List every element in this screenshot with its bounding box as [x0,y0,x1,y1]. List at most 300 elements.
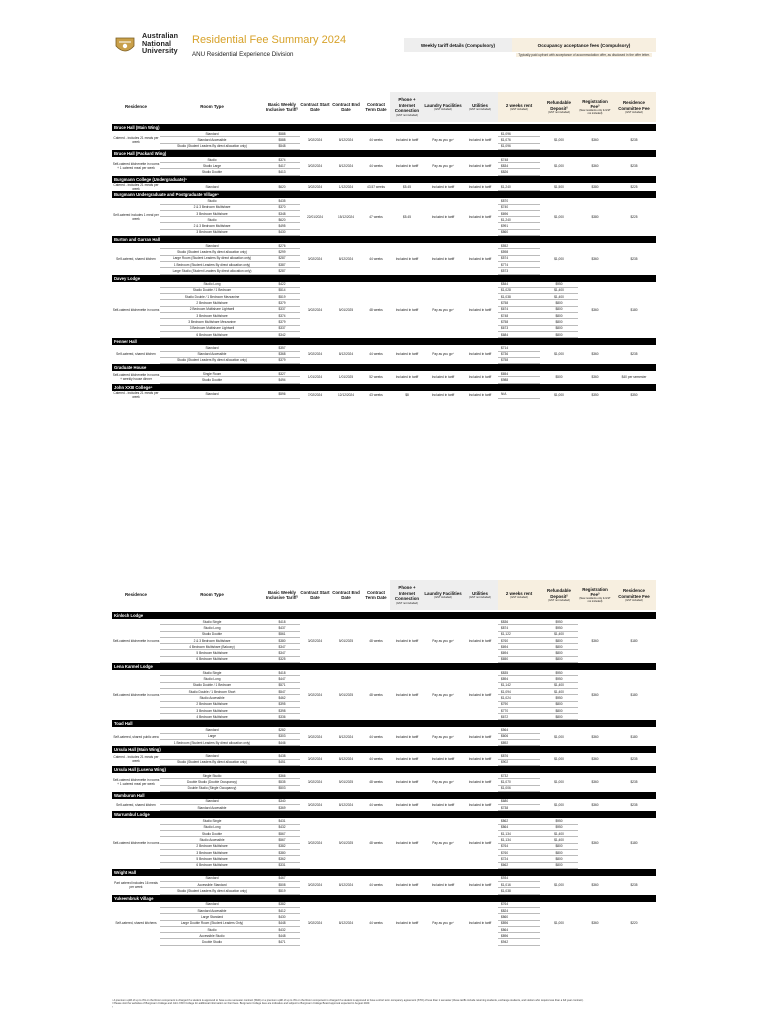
utilities: Included in tariff [468,882,492,887]
university-name-line1: Australian [142,31,179,40]
weekly-tariff: $448 [264,920,300,926]
weekly-tariff: $438 [264,753,300,759]
contract-end-date: 8/12/2024 [338,734,354,739]
two-weeks-rent: $1,240 [498,183,540,191]
room-type: Standard Accessible [160,805,264,811]
residence-meal-plan: Self-catered kitchenette in rooms + weekly house dinner [112,373,160,382]
room-type: 6 Bedroom Multishare [160,331,264,337]
fee-summary-page-1 [112,30,656,399]
column-header-label: Room Type [200,592,224,598]
residence-fee-table [112,371,656,384]
column-header-label: Phone + Internet Connection [394,97,420,114]
footnote-1: ¹ A premium uplift of up to 3% on the Room component is charged if a student is approved to have a one semester contract (SM2) or a premium uplift of up to 3% on the Room component is charged if a student is approved to have a short term occupancy agreement (STO) of less than 1 semester (these tariffs include returning students, exchange students, and visitors who require less than a full year contract). [112,999,584,1002]
phone-internet: $5.45 [403,214,411,219]
two-weeks-rent: $650 [498,656,540,662]
weekly-tariff: $379 [264,319,300,325]
utilities: Included in tariff [468,392,492,397]
weekly-tariff: $446 [264,740,300,746]
residence-committee-fee: $235 [630,352,638,357]
residence-meal-plan: Part catered includes 16 meals per week [114,880,158,889]
weekly-tariff: $448 [264,933,300,939]
two-weeks-rent: $864 [498,926,540,932]
weekly-tariff: $418 [264,619,300,625]
utilities: Included in tariff [468,638,492,643]
weekly-tariff: $435 [264,198,300,204]
room-type: Studio (Student Leaders By direct allocation only) [160,759,264,765]
column-header-utilities [462,92,498,122]
phone-internet: Included in tariff [395,841,419,846]
room-type: Studio (Student Leaders By direct allocation only) [160,888,264,894]
room-type: Large Studio (Student Leaders By direct allocation only) [160,268,264,274]
laundry-facilities: Pay as you go⁴ [432,841,454,846]
room-type: 1 Bedroom (Student Leaders By direct allocation only) [160,261,264,267]
residence-committee-fee: $180 [630,693,638,698]
two-weeks-rent: $836 [498,619,540,625]
registration-fee: $360 [591,256,599,261]
anu-crest-icon [114,34,136,56]
registration-fee: $360 [591,138,599,143]
weekly-tariff: $571 [264,682,300,688]
room-type: Studio [160,217,264,223]
room-type: Large Standard [160,914,264,920]
two-weeks-rent: $860 [498,914,540,920]
registration-fee: $380 [591,214,599,219]
two-weeks-rent: $674 [498,306,540,312]
refundable-deposit: $1,000 [554,256,564,261]
column-header-basic-weekly [264,92,300,122]
weekly-tariff: $370 [264,204,300,210]
contract-term: 44 weeks [369,802,383,807]
room-type: Studio [160,926,264,932]
residence-section-header: Ursula Hall (Lusena Wing) [112,766,656,773]
two-weeks-rent: $764 [498,843,540,849]
refundable-deposit: $800 [540,862,578,868]
weekly-tariff: $387 [264,261,300,267]
room-type: 6 Bedroom Multishare [160,862,264,868]
refundable-deposit: $950 [540,818,578,824]
column-header-deposit [540,580,578,610]
weekly-tariff: $432 [264,926,300,932]
two-weeks-rent: $790 [498,701,540,707]
contract-start-date: 3/02/2024 [307,802,323,807]
room-type: Studio Double [160,631,264,637]
two-weeks-rent: $896 [498,933,540,939]
weekly-tariff: $299 [264,249,300,255]
phone-internet: Included in tariff [395,164,419,169]
two-weeks-rent: $1,038 [498,888,540,894]
phone-internet: Included in tariff [395,307,419,312]
weekly-tariff: $431 [264,818,300,824]
column-header-note: (GST not included) [396,113,418,117]
column-header-contract-end [330,580,362,610]
column-header-label: Contract Term Date [365,589,387,600]
weekly-tariff: $337 [264,306,300,312]
two-weeks-rent: $574 [498,255,540,261]
residence-committee-fee: $225 [630,214,638,219]
two-weeks-rent: N/A [498,391,540,399]
column-header-label: Residence [125,592,147,598]
room-type: 3 Bedroom Multishare Lightwell [160,325,264,331]
weekly-tariff: $437 [264,625,300,631]
column-header-phone-internet [390,580,424,610]
column-header-note: (New residents only & GST not included) [579,597,611,604]
residence-meal-plan: Self-catered, shared kitchen [116,802,156,807]
weekly-tariff: $588 [264,131,300,137]
weekly-tariff: $494 [264,377,300,383]
weekly-tariff: $418 [264,670,300,676]
phone-internet: Included in tariff [395,882,419,887]
residence-committee-fee: $235 [630,882,638,887]
phone-internet: Included in tariff [395,780,419,785]
room-type: Studio Double [160,831,264,837]
room-type: 3 Bedroom Multishare [160,313,264,319]
residence-committee-fee: $180 [630,638,638,643]
weekly-tariff: $382 [264,902,300,908]
refundable-deposit: $1,400 [540,287,578,293]
residence-committee-fee: $225 [630,184,638,189]
column-header-room-type [160,580,264,610]
residence-fee-table [112,345,656,364]
room-type: Standard [160,345,264,351]
two-weeks-rent: $552 [498,243,540,249]
column-header-label: Registration Fee³ [582,98,608,109]
registration-fee: $360 [591,734,599,739]
contract-start-date: 3/02/2024 [307,256,323,261]
residence-fee-table [112,243,656,274]
phone-internet: Included in tariff [395,734,419,739]
column-header-label: Room Type [200,104,224,110]
column-header-label: Residence Committee Fee [618,100,650,111]
two-weeks-rent: $988 [498,377,540,383]
laundry-facilities: Pay as you go⁴ [432,307,454,312]
weekly-tariff: $380 [264,849,300,855]
weekly-tariff: $348 [264,210,300,216]
column-header-deposit [540,92,578,122]
column-header-label: Basic Weekly Inclusive Tariff¹ [265,589,299,600]
contract-term: 44 weeks [369,256,383,261]
room-type: 3 Bedroom Multishare [160,229,264,235]
laundry-facilities: Pay as you go⁴ [432,921,454,926]
contract-start-date: 3/02/2024 [307,138,323,143]
two-weeks-rent: $874 [498,625,540,631]
column-header-label: Contract Start Date [300,101,330,112]
two-weeks-rent: $732 [498,773,540,779]
weekly-tariff: $382 [264,843,300,849]
contract-start-date: 3/02/2024 [307,164,323,169]
document-title: Residential Fee Summary 2024 [192,34,347,46]
room-type: Double Studio (Single Occupancy) [160,785,264,791]
weekly-tariff: $471 [264,939,300,945]
room-type: Standard [160,902,264,908]
laundry-facilities: Pay as you go⁴ [432,352,454,357]
phone-internet: Included in tariff [395,638,419,643]
two-weeks-rent: $844 [498,282,540,288]
occupancy-fees-group-header: Occupancy acceptance fees (Compulsory) [512,38,656,52]
weekly-tariff: $413 [264,169,300,175]
two-weeks-rent: $892 [498,740,540,746]
weekly-tariff: $331 [264,862,300,868]
page-header [112,30,656,92]
laundry-facilities: Included in tariff [431,256,455,261]
residence-committee-fee: $180 [630,307,638,312]
room-type: Studio Long [160,625,264,631]
utilities: Included in tariff [468,184,492,189]
column-header-note: (GST not included) [548,598,570,602]
residence-fee-table [112,391,656,400]
utilities: Included in tariff [468,352,492,357]
contract-end-date: 8/12/2024 [338,802,354,807]
room-type: 2 Bedroom Multishare [160,300,264,306]
weekly-tariff: $379 [264,300,300,306]
residence-section-header: Wamburun Hall [112,792,656,799]
two-weeks-rent: $1,016 [498,882,540,888]
two-weeks-rent: $1,122 [498,631,540,637]
room-type: 2 & 3 Bedroom Multishare [160,637,264,643]
column-header-note: (GST not included) [469,108,491,112]
residence-committee-fee: $235 [630,802,638,807]
two-weeks-rent: $870 [498,198,540,204]
contract-term: 44 weeks [369,352,383,357]
refundable-deposit: $1,000 [554,802,564,807]
registration-fee: $360 [591,882,599,887]
utilities: Included in tariff [468,164,492,169]
room-type: Double Studio (Double Occupancy) [160,779,264,785]
room-type: Studio (Student Leaders By direct allocation only) [160,143,264,149]
room-type: 1 Bedroom (Student Leaders By direct allocation only) [160,740,264,746]
university-name-line3: University [142,46,178,56]
column-header-label: Laundry Facilities [424,590,462,596]
weekly-tariff: $369 [264,805,300,811]
registration-fee: $350 [591,392,599,397]
residence-fee-table [112,753,656,766]
two-weeks-rent: $1,142 [498,682,540,688]
column-header-note: (GST not included) [396,601,418,605]
weekly-tariff: $347 [264,644,300,650]
room-type: Standard Accessible [160,137,264,143]
utilities: Included in tariff [468,921,492,926]
column-header-label: Contract Start Date [300,589,330,600]
room-type: Standard [160,183,264,191]
two-weeks-rent: $1,070 [498,779,540,785]
weekly-tariff: $282 [264,727,300,733]
registration-fee: $360 [591,693,599,698]
room-type: Standard Accessible [160,907,264,913]
residence-section-header: Ursula Hall (Main Wing) [112,746,656,753]
contract-end-date: 8/12/2024 [338,921,354,926]
room-type: Standard [160,799,264,805]
refundable-deposit: $800 [540,637,578,643]
weekly-tariff: $374 [264,157,300,163]
weekly-tariff: $276 [264,243,300,249]
residence-meal-plan: Catered - includes 21 meals per week [113,136,159,145]
registration-fee: $360 [591,780,599,785]
residence-section-header: Toad Hall [112,720,656,727]
weekly-tariff: $451 [264,759,300,765]
two-weeks-rent: $736 [498,351,540,357]
weekly-tariff: $567 [264,831,300,837]
room-type: 3 Bedroom Multishare Mezzanine [160,319,264,325]
weekly-tariff: $561 [264,631,300,637]
column-header-label: Residence [125,104,147,110]
occupancy-fees-note: Typically paid upfront with acceptance of accommodation offer, as disclosed in the offer letter. [516,53,652,57]
contract-end-date: 8/12/2024 [338,256,354,261]
footnote-2: ² Please visit the websites of Burgmann College and John XXIII College for additional information on their fees. Burgmann College fees are indicative and subject to Burgmann College Board approval expected in August 2023. [112,1002,371,1006]
contract-start-date: 1/01/2024 [307,375,323,380]
contract-end-date: 5/01/2025 [338,693,354,698]
weekly-tariff: $327 [264,371,300,377]
refundable-deposit: $800 [540,849,578,855]
contract-start-date: 3/02/2024 [307,352,323,357]
sections-container [112,124,656,399]
phone-internet: Included in tariff [395,921,419,926]
refundable-deposit: $1,000 [554,780,564,785]
weekly-tariff: $336 [264,714,300,720]
contract-start-date: 3/02/2024 [307,184,323,189]
room-type: 4 Bedroom Multishare [160,714,264,720]
two-weeks-rent: $1,024 [498,695,540,701]
weekly-tariff: $287 [264,255,300,261]
room-type: Studio Long [160,676,264,682]
two-weeks-rent: $573 [498,268,540,274]
contract-start-date: 3/02/2024 [307,757,323,762]
weekly-tariff: $347 [264,650,300,656]
phone-internet: Included in tariff [395,375,419,380]
weekly-tariff: $432 [264,824,300,830]
utilities: Included in tariff [468,307,492,312]
university-name-line2: National [142,38,172,48]
two-weeks-rent: $894 [498,676,540,682]
laundry-facilities: Pay as you go⁴ [432,693,454,698]
laundry-facilities: Included in tariff [431,214,455,219]
residence-committee-fee: $180 [630,734,638,739]
room-type: Studio Double [160,169,264,175]
column-header-contract-start [300,580,330,610]
weekly-tariff: $620 [264,183,300,191]
refundable-deposit: $800 [540,707,578,713]
anu-logo [112,32,192,62]
refundable-deposit: $1,000 [554,214,564,219]
room-type: Studio (Student Leaders By direct allocation only) [160,357,264,363]
weekly-tariff: $303 [264,733,300,739]
weekly-tariff: $567 [264,837,300,843]
two-weeks-rent: $1,096 [498,143,540,149]
refundable-deposit: $800 [540,650,578,656]
room-type: Studio Single [160,818,264,824]
contract-term: 44 weeks [369,734,383,739]
two-weeks-rent: $1,076 [498,137,540,143]
two-weeks-rent: $760 [498,637,540,643]
refundable-deposit: $800 [540,313,578,319]
laundry-facilities: Included in tariff [431,392,455,397]
column-header-contract-term [362,580,390,610]
weekly-tariff: $368 [264,351,300,357]
contract-start-date: 22/01/2024 [307,214,323,219]
utilities: Included in tariff [468,780,492,785]
two-weeks-rent: $902 [498,759,540,765]
column-header-committee [612,92,656,122]
room-type: Studio Large [160,163,264,169]
column-header-residence [112,580,160,610]
two-weeks-rent: $760 [498,849,540,855]
weekly-tariff: $395 [264,701,300,707]
contract-start-date: 3/02/2024 [307,693,323,698]
laundry-facilities: Included in tariff [431,802,455,807]
phone-internet: Included in tariff [395,138,419,143]
refundable-deposit: $950 [540,695,578,701]
laundry-facilities: Included in tariff [431,375,455,380]
room-type: Standard [160,876,264,882]
room-type: 4 Bedroom Multishare (Balcony) [160,644,264,650]
two-weeks-rent: $758 [498,319,540,325]
refundable-deposit: $800 [540,306,578,312]
column-header-phone-internet [390,92,424,122]
residence-meal-plan: Self-catered kitchenette in rooms [112,307,160,312]
refundable-deposit: $500 [555,375,563,380]
two-weeks-rent: $694 [498,650,540,656]
contract-term: 48 weeks [369,638,383,643]
weekly-tariff: $508 [264,882,300,888]
refundable-deposit: $800 [540,714,578,720]
refundable-deposit: $1,400 [540,682,578,688]
column-headers [112,580,656,612]
column-header-contract-start [300,92,330,122]
room-type: Accessible Standard [160,882,264,888]
column-header-note: (GST included) [434,108,452,112]
phone-internet: Included in tariff [395,693,419,698]
phone-internet: $5.45 [403,184,411,189]
room-type: Single Room [160,371,264,377]
weekly-tariff: $462 [264,695,300,701]
contract-end-date: 1/12/2024 [338,184,354,189]
phone-internet: Included in tariff [395,352,419,357]
two-weeks-rent: $934 [498,876,540,882]
room-type: Studio Double / 1 Bedroom Short [160,688,264,694]
column-header-note: (GST included) [434,596,452,600]
contract-term: 44 weeks [369,921,383,926]
contract-term: 44 weeks [369,164,383,169]
residence-meal-plan: Self-catered kitchenette in rooms [112,841,160,846]
residence-fee-table [112,799,656,812]
column-header-note: (GST included) [625,110,643,114]
weekly-tariff: $547 [264,688,300,694]
two-weeks-rent: $738 [498,805,540,811]
phone-internet: Included in tariff [395,757,419,762]
residence-section-header: Bruce Hall (Packard Wing) [112,150,656,157]
two-weeks-rent: $991 [498,223,540,229]
footnote-3: ³ [112,1005,113,1009]
room-type: Accessible Studio [160,933,264,939]
contract-end-date: 1/01/2025 [338,375,354,380]
weekly-tariff: $548 [264,143,300,149]
two-weeks-rent: $598 [498,249,540,255]
room-type: Studio Long [160,824,264,830]
two-weeks-rent: $860 [498,229,540,235]
registration-fee: $360 [591,375,599,380]
residence-meal-plan: Self-catered, shared kitchens [115,921,157,926]
room-type: Studio Double / 1 Bedroom [160,287,264,293]
residence-fee-table [112,902,656,946]
refundable-deposit: $800 [540,856,578,862]
residence-section-header: Yukeembruk Village [112,895,656,902]
column-header-committee [612,580,656,610]
room-type: Studio Single [160,619,264,625]
residence-section-header: Burton and Garran Hall [112,236,656,243]
column-header-label: Utilities [472,102,488,108]
utilities: Included in tariff [468,841,492,846]
two-weeks-rent: $1,134 [498,837,540,843]
column-header-two-weeks [498,580,540,610]
contract-start-date: 3/02/2024 [307,638,323,643]
